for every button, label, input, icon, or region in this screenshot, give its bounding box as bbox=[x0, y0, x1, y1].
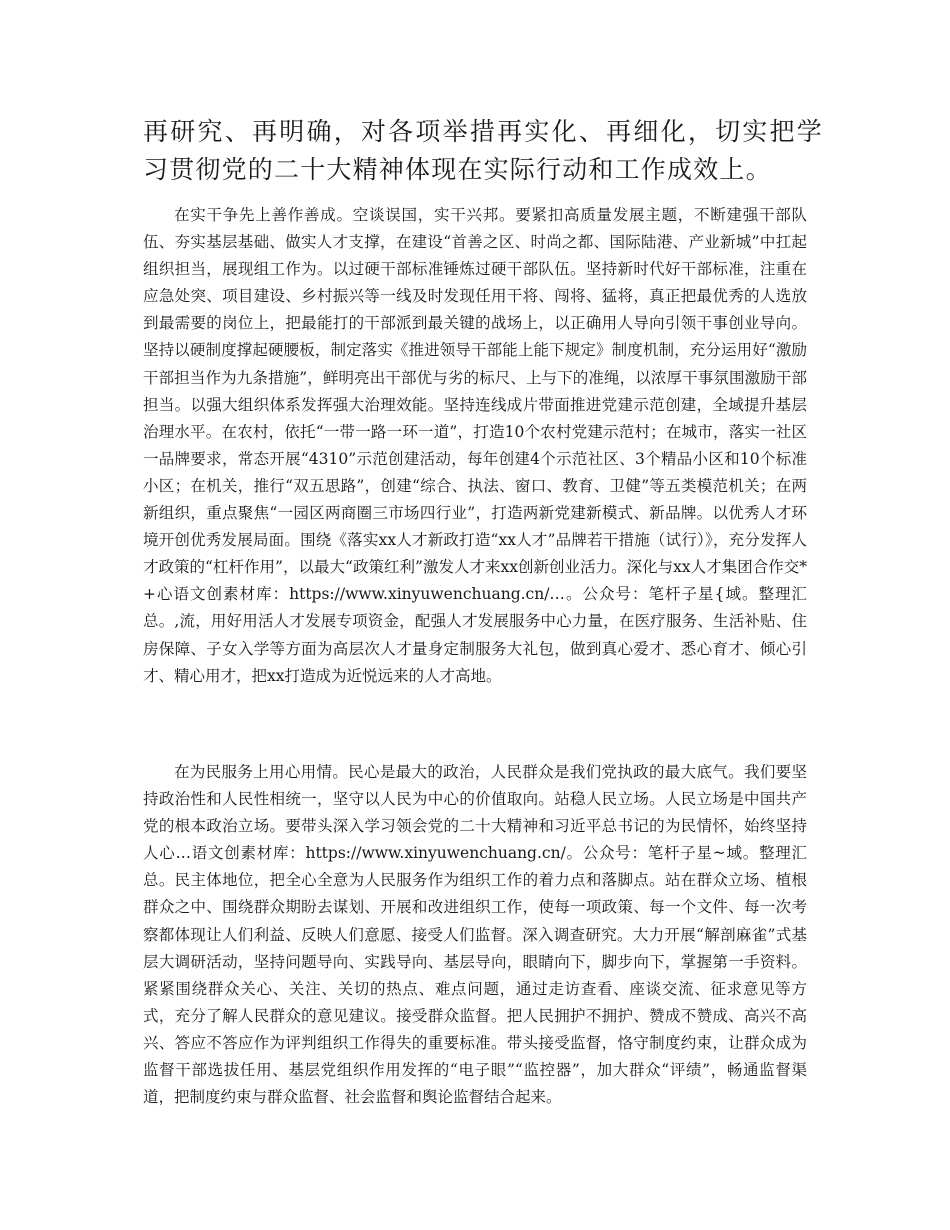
body-paragraph-1: 在实干争先上善作善成。空谈误国，实干兴邦。要紧扣高质量发展主题，不断建强干部队伍、夯实基层基础、做实人才支撑，在建设“首善之区、时尚之都、国际陆港、产业新城”中扛起组织担当，展现组工作为。以过硬干部标准锤炼过硬干部队伍。坚持新时代好干部标准，注重在应急处突、项目建设、乡村振兴等一线及时发现任用干将、闯将、猛将，真正把最优秀的人选放到最需要的岗位上，把最能打的干部派到最关键的战场上，以正确用人导向引领干事创业导向。坚持以硬制度撑起硬腰板，制定落实《推进领导干部能上能下规定》制度机制，充分运用好“激励干部担当作为九条措施”，鲜明亮出干部优与劣的标尺、上与下的准绳，以浓厚干事氛围激励干部担当。以强大组织体系发挥强大治理效能。坚持连线成片带面推进党建示范创建，全域提升基层治理水平。在农村，依托“一带一路一环一道”，打造10个农村党建示范村；在城市，落实一社区一品牌要求，常态开展“4310”示范创建活动，每年创建4个示范社区、3个精品小区和10个标准小区；在机关，推行“双五思路”，创建“综合、执法、窗口、教育、卫健”等五类模范机关；在两新组织，重点聚焦“一园区两商圈三市场四行业”，打造两新党建新模式、新品牌。以优秀人才环境开创优秀发展局面。围绕《落实xx人才新政打造“xx人才”品牌若干措施（试行）》，充分发挥人才政策的“杠杆作用”，以最大“政策红利”激发人才来xx创新创业活力。深化与xx人才集团合作交*+心语文创素材库：https://www.xinyuwenchuang.cn/…。公众号：笔杆子星{域。整理汇总。,流，用好用活人才发展专项资金，配强人才发展服务中心力量，在医疗服务、生活补贴、住房保障、子女入学等方面为高层次人才量身定制服务大礼包，做到真心爱才、悉心育才、倾心引才、精心用才，把xx打造成为近悦远来的人才高地。 bbox=[143, 206, 807, 685]
body-paragraph-2: 在为民服务上用心用情。民心是最大的政治，人民群众是我们党执政的最大底气。我们要坚持政治性和人民性相统一，坚守以人民为中心的价值取向。站稳人民立场。人民立场是中国共产党的根本政治立场。要带头深入学习领会党的二十大精神和习近平总书记的为民情怀，始终坚持人心…语文创素材库：https://www.xinyuwenchuang.cn/。公众号：笔杆子星~域。整理汇总。民主体地位，把全心全意为人民服务作为组织工作的着力点和落脚点。站在群众立场、植根群众之中、围绕群众期盼去谋划、开展和改进组织工作，使每一项政策、每一个文件、每一次考察都体现让人们利益、反映人们意愿、接受人们监督。深入调查研究。大力开展“解剖麻雀”式基层大调研活动，坚持问题导向、实践导向、基层导向，眼睛向下，脚步向下，掌握第一手资料。紧紧围绕群众关心、关注、关切的热点、难点问题，通过走访查看、座谈交流、征求意见等方式，充分了解人民群众的意见建议。接受群众监督。把人民拥护不拥护、赞成不赞成、高兴不高兴、答应不答应作为评判组织工作得失的重要标准。带头接受监督，恪守制度约束，让群众成为监督干部选拔任用、基层党组织作用发挥的“电子眼”“监控器”，加大群众“评绩”，畅通监督渠道，把制度约束与群众监督、社会监督和舆论监督结合起来。 bbox=[143, 763, 807, 1107]
heading-continuation-text: 再研究、再明确，对各项举措再实化、再细化，切实把学习贯彻党的二十大精神体现在实际行动和工作成效上。 bbox=[143, 117, 823, 184]
